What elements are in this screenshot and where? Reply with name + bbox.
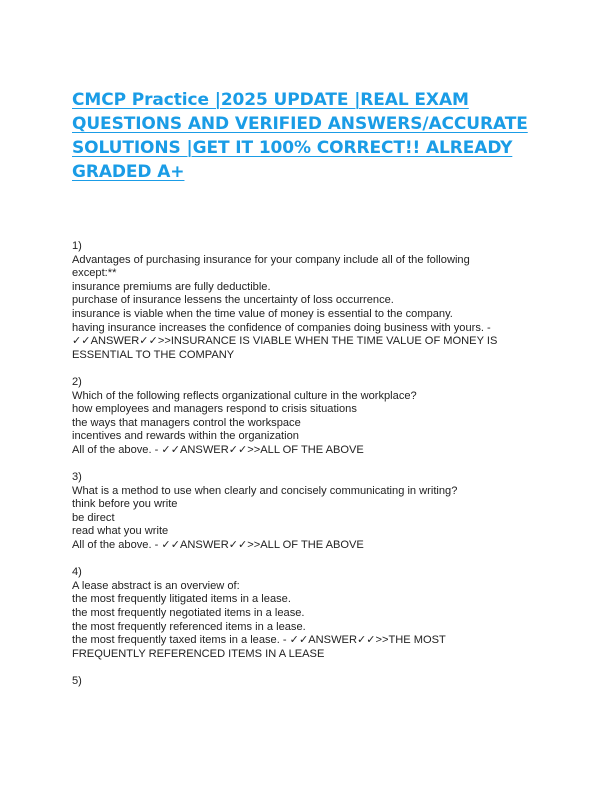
answer-option: insurance is viable when the time value of money is essential to the company. xyxy=(72,307,453,320)
question-3 xyxy=(72,471,542,553)
answer-option: insurance premiums are fully deductible. xyxy=(72,280,271,293)
answer-option: read what you write xyxy=(72,525,169,538)
question-text: What is a method to use when clearly and concisely communicating in writing? xyxy=(72,484,458,497)
question-text: Advantages of purchasing insurance for your company include all of the following xyxy=(72,253,470,266)
question-text: A lease abstract is an overview of: xyxy=(72,579,240,592)
answer-option: the most frequently litigated items in a lease. xyxy=(72,593,291,606)
answer-option: incentives and rewards within the organization xyxy=(72,430,299,443)
question-text: except:** xyxy=(72,267,117,280)
question-4 xyxy=(72,566,542,661)
title-line[interactable]: CMCP Practice |2025 UPDATE |REAL EXAM xyxy=(72,90,469,110)
answer-option: having insurance increases the confidence of companies doing business with yours. - xyxy=(72,321,491,334)
title-line[interactable]: SOLUTIONS |GET IT 100% CORRECT!! ALREADY xyxy=(72,138,513,158)
answer-option: think before you write xyxy=(72,498,178,511)
correct-answer: All of the above. - ✓✓ANSWER✓✓>>ALL OF THE ABOVE xyxy=(72,539,364,552)
title-line[interactable]: GRADED A+ xyxy=(72,162,185,182)
answer-option: be direct xyxy=(72,511,115,524)
question-1 xyxy=(72,240,542,362)
correct-answer: ESSENTIAL TO THE COMPANY xyxy=(72,348,235,361)
answer-option: how employees and managers respond to crisis situations xyxy=(72,403,357,416)
answer-option: the ways that managers control the workspace xyxy=(72,416,301,429)
answer-option: the most frequently negotiated items in a lease. xyxy=(72,607,305,620)
correct-answer: All of the above. - ✓✓ANSWER✓✓>>ALL OF THE ABOVE xyxy=(72,443,364,456)
answer-option: the most frequently referenced items in a lease. xyxy=(72,620,306,633)
question-number: 3) xyxy=(72,471,82,484)
title-line[interactable]: QUESTIONS AND VERIFIED ANSWERS/ACCURATE xyxy=(72,114,528,134)
document-title-link[interactable] xyxy=(72,88,542,184)
question-text: Which of the following reflects organizational culture in the workplace? xyxy=(72,389,417,402)
question-number: 1) xyxy=(72,240,82,252)
question-number: 5) xyxy=(72,675,82,687)
question-number: 2) xyxy=(72,375,82,388)
question-2 xyxy=(72,376,542,458)
question-5 xyxy=(72,675,542,689)
question-number: 4) xyxy=(72,566,82,579)
answer-option: purchase of insurance lessens the uncertainty of loss occurrence. xyxy=(72,294,394,307)
answer-option: the most frequently taxed items in a lease. - ✓✓ANSWER✓✓>>THE MOST xyxy=(72,634,446,647)
correct-answer: FREQUENTLY REFERENCED ITEMS IN A LEASE xyxy=(72,647,325,660)
correct-answer: ✓✓ANSWER✓✓>>INSURANCE IS VIABLE WHEN THE TIME VALUE OF MONEY IS xyxy=(72,335,498,348)
questions-section xyxy=(72,240,542,702)
